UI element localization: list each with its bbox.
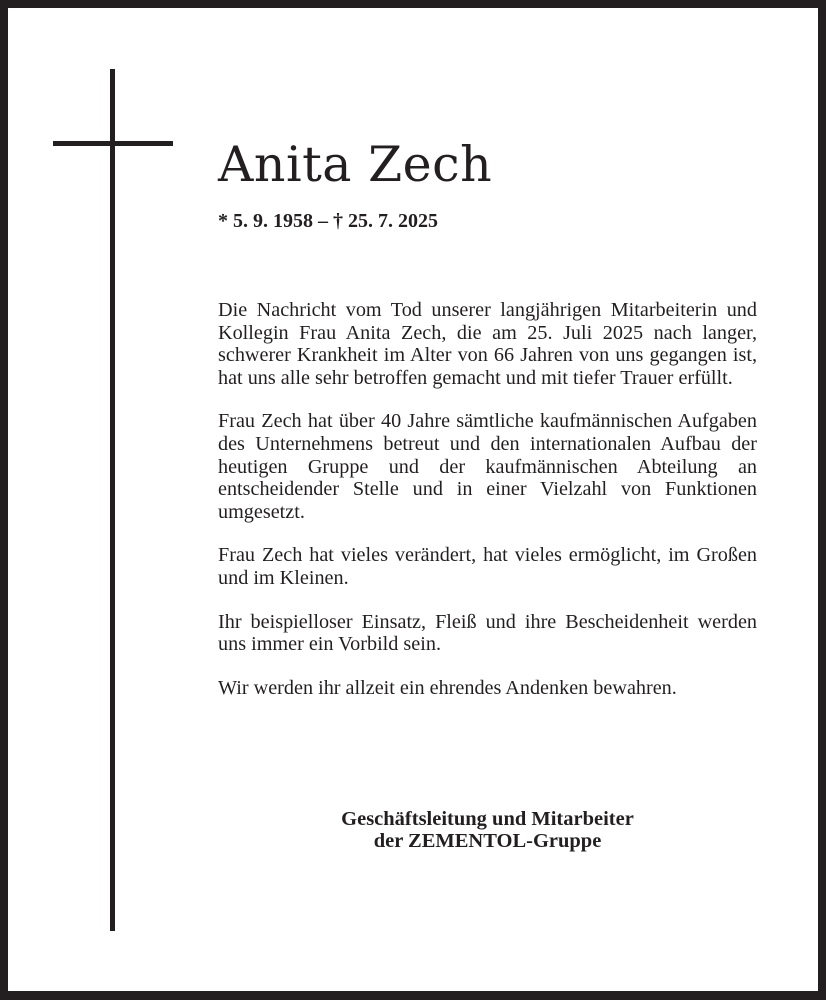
life-dates: * 5. 9. 1958 – † 25. 7. 2025	[218, 210, 438, 232]
signature-line-1: Geschäftsleitung und Mitarbeiter	[341, 808, 634, 830]
paragraph: Wir werden ihr allzeit ein ehrendes Andenken bewahren.	[218, 676, 677, 699]
signature-line-2: der ZEMENTOL-Gruppe	[373, 830, 602, 852]
deceased-name: Anita Zech	[218, 136, 493, 193]
paragraph: Frau Zech hat vieles verändert, hat vieles ermöglicht, im Großen und im Kleinen.	[218, 544, 757, 589]
paragraph: Frau Zech hat über 40 Jahre sämtliche kaufmännischen Aufgaben des Unternehmens betreut und den internationalen Aufbau der heutigen Gruppe und der kaufmännischen Abteilung an entscheidender Stelle und in einer Vielzahl von Funktionen umgesetzt.	[218, 410, 757, 523]
signature	[218, 808, 757, 852]
paragraph: Ihr beispielloser Einsatz, Fleiß und ihre Bescheidenheit werden uns immer ein Vorbild sein.	[218, 610, 757, 656]
cross-vertical-bar	[110, 69, 115, 931]
paragraph: Die Nachricht vom Tod unserer langjährigen Mitarbeiterin und Kollegin Frau Anita Zech, die am 25. Juli 2025 nach langer, schwerer Krankheit im Alter von 66 Jahren von uns gegangen ist, hat uns alle sehr betroffen gemacht und mit tiefer Trauer erfüllt.	[218, 299, 757, 389]
obituary-text	[218, 299, 757, 720]
cross-horizontal-bar	[53, 141, 173, 146]
